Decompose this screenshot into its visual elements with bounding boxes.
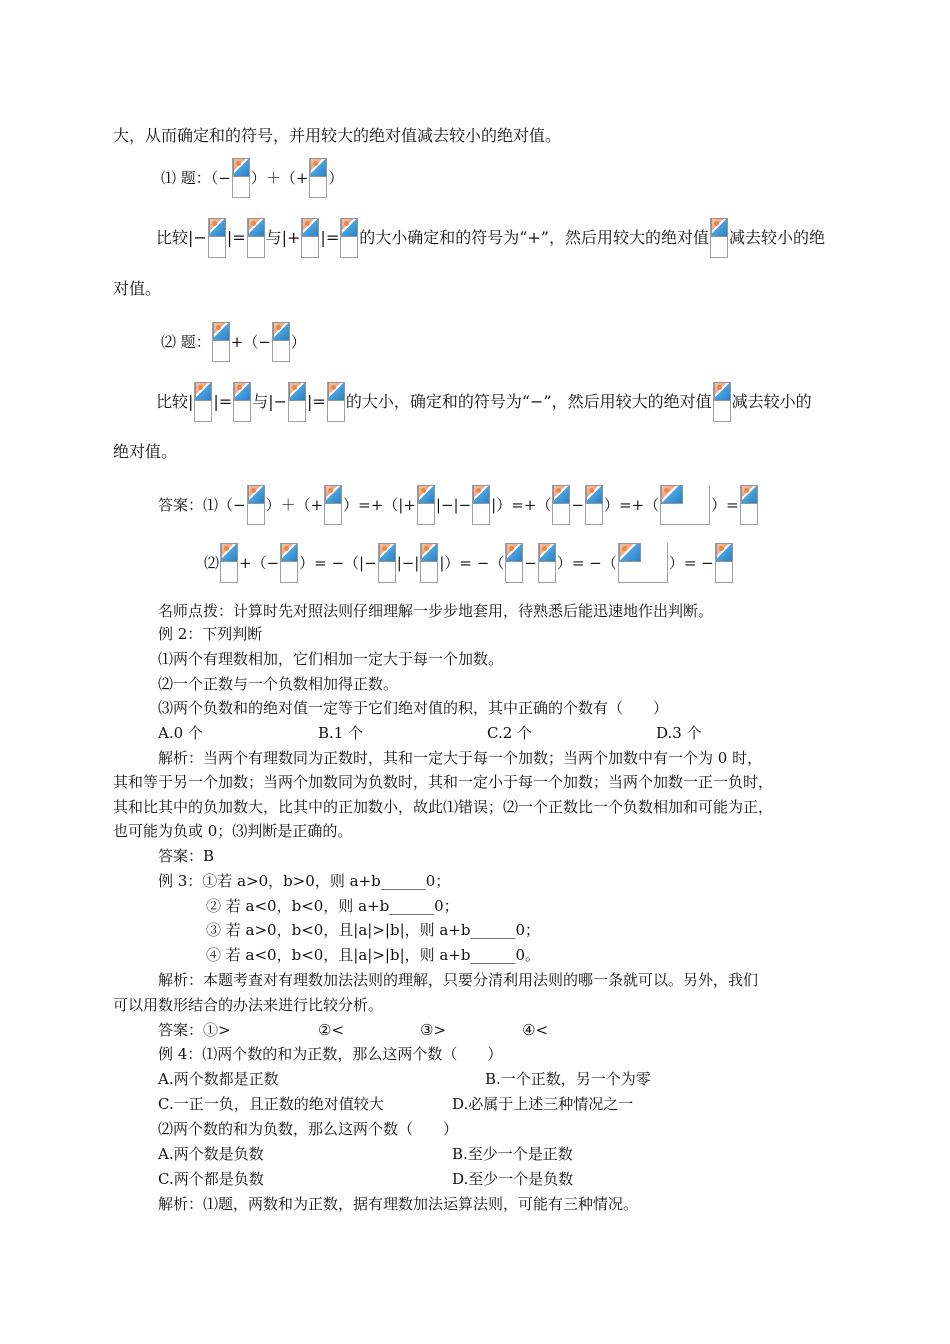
- formula-image: [420, 543, 438, 583]
- analysis-text: 解析：本题考查对有理数加法法则的理解，只要分清利用法则的哪一条就可以。另外，我们: [158, 971, 759, 989]
- analysis-text: 其和比其中的负加数大，比其中的正加数小，故此⑴错误；⑵一个正数比一个负数相加和可能为正，: [113, 798, 774, 816]
- statement: ⑴两个有理数相加，它们相加一定大于每一个加数。: [158, 650, 504, 668]
- formula-image: [740, 485, 758, 525]
- formula-image: [505, 543, 523, 583]
- statement: ⑶两个负数和的绝对值一定等于它们绝对值的积，其中正确的个数有（ ）: [158, 699, 669, 717]
- analysis-text: 可以用数形结合的办法来进行比较分析。: [113, 996, 384, 1014]
- compare-line-2: 比较| |= 与|− |= 的大小，确定和的符号为“−”，然后用较大的绝对值 减去较小的: [156, 382, 812, 422]
- compare-line-1: 比较|− |= 与|+ |= 的大小确定和的符号为“+”，然后用较大的绝对值 减去较小的绝: [156, 218, 825, 258]
- formula-image: [710, 218, 728, 258]
- problem-1-line: ⑴ 题：（− ）＋（+ ）: [161, 158, 343, 198]
- option-b: B.至少一个是正数: [452, 1145, 573, 1163]
- option-c: C.一正一负，且正数的绝对值较大: [158, 1095, 384, 1113]
- formula-image: [194, 382, 212, 422]
- answer-3: ③>: [420, 1021, 447, 1039]
- formula-image: [301, 218, 319, 258]
- analysis-text: 解析：当两个有理数同为正数时，其和一定大于每一个加数；当两个加数中有一个为 0 时，: [158, 749, 763, 767]
- formula-image: [272, 322, 290, 362]
- example-3-line: ④ 若 a<0，b<0，且|a|>|b|，则 a+b______0。: [206, 946, 541, 964]
- formula-image: [232, 158, 250, 198]
- formula-image: [247, 485, 265, 525]
- analysis-text: 其和等于另一个加数；当两个加数同为负数时，其和一定小于每一个加数；当两个加数一正一负时，: [113, 773, 774, 791]
- formula-image: [280, 543, 298, 583]
- formula-image: [585, 485, 603, 525]
- example-3-line: ③ 若 a>0，b<0，且|a|>|b|，则 a+b______0；: [206, 921, 541, 939]
- option-a: A.两个数都是正数: [158, 1070, 279, 1088]
- answer: 答案：B: [158, 847, 215, 865]
- paragraph: 绝对值。: [113, 442, 178, 461]
- example-3-line: ② 若 a<0，b<0，则 a+b______0；: [206, 897, 459, 915]
- formula-image: [713, 382, 731, 422]
- formula-image: [220, 543, 238, 583]
- option-c: C.2 个: [487, 724, 533, 742]
- problem-2-line: ⑵ 题： +（− ）: [161, 322, 306, 362]
- option-c: C.两个都是负数: [158, 1170, 264, 1188]
- option-a: A.0 个: [158, 724, 203, 742]
- answer-2: ②<: [318, 1021, 345, 1039]
- formula-image: [552, 485, 570, 525]
- answer-4: ④<: [522, 1021, 549, 1039]
- option-d: D.至少一个是负数: [452, 1170, 574, 1188]
- option-a: A.两个数是负数: [158, 1145, 264, 1163]
- statement: ⑵一个正数与一个负数相加得正数。: [158, 675, 399, 693]
- answer-1: 答案：①>: [158, 1021, 231, 1039]
- tip: 名师点拨：计算时先对照法则仔细理解一步步地套用，待熟悉后能迅速地作出判断。: [158, 602, 714, 620]
- formula-image: [247, 218, 265, 258]
- formula-image: [618, 543, 668, 583]
- formula-image: [327, 382, 345, 422]
- option-d: D.3 个: [656, 724, 702, 742]
- formula-image: [233, 382, 251, 422]
- formula-image: [378, 543, 396, 583]
- example-4-line: 例 4：⑴两个数的和为正数，那么这两个数（ ）: [158, 1045, 503, 1063]
- answer-line-1: 答案：⑴（− ）＋（+ ）=+（|+ |−|− |）=+（ − ）=+（ ）=: [158, 485, 759, 525]
- example-2-title: 例 2：下列判断: [158, 625, 263, 643]
- formula-image: [212, 322, 230, 362]
- option-b: B.1 个: [318, 724, 364, 742]
- formula-image: [660, 485, 710, 525]
- formula-image: [340, 218, 358, 258]
- answer-line-2: ⑵ +（− ）= −（|− |−| |）= −（ − ）= −（ ）= −: [204, 543, 734, 583]
- option-b: B.一个正数，另一个为零: [485, 1070, 651, 1088]
- analysis-text: 解析：⑴题，两数和为正数，据有理数加法运算法则，可能有三种情况。: [158, 1195, 639, 1213]
- analysis-text: 也可能为负或 0；⑶判断是正确的。: [113, 822, 353, 840]
- option-d: D.必属于上述三种情况之一: [452, 1095, 634, 1113]
- example-4-line: ⑵两个数的和为负数，那么这两个数（ ）: [158, 1120, 459, 1138]
- formula-image: [417, 485, 435, 525]
- formula-image: [309, 158, 327, 198]
- formula-image: [324, 485, 342, 525]
- formula-image: [715, 543, 733, 583]
- paragraph: 对值。: [113, 279, 162, 298]
- formula-image: [288, 382, 306, 422]
- example-3-line: 例 3：①若 a>0，b>0，则 a+b______0；: [158, 872, 451, 890]
- formula-image: [538, 543, 556, 583]
- paragraph: 大，从而确定和的符号，并用较大的绝对值减去较小的绝对值。: [113, 126, 562, 145]
- formula-image: [208, 218, 226, 258]
- formula-image: [472, 485, 490, 525]
